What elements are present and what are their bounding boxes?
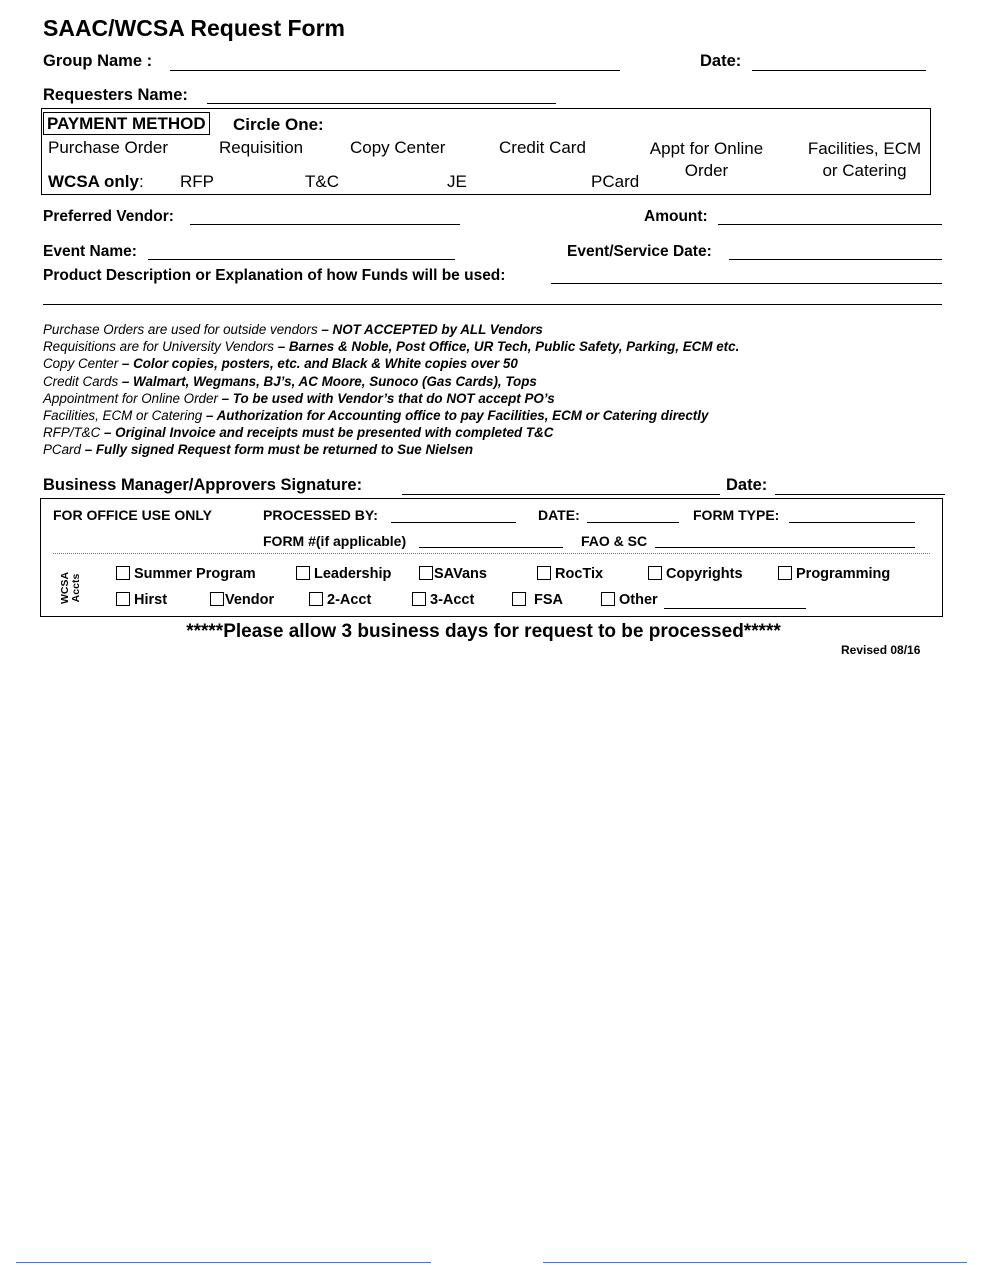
note-lead: Facilities, ECM or Catering [43,408,203,424]
checkbox-vendor[interactable] [210,592,274,608]
footer-rule-left [16,1262,431,1263]
processed-by-label: PROCESSED BY: [263,507,378,523]
payment-notes [43,321,739,459]
checkbox-programming[interactable] [778,566,890,582]
event-date-label: Event/Service Date: [567,243,712,260]
note-copy-center [43,355,739,372]
checkbox-hirst[interactable] [116,592,167,608]
form-title: SAAC/WCSA Request Form [43,15,345,41]
note-facilities [43,407,739,424]
checkbox-square[interactable] [296,566,310,580]
option-requisition[interactable]: Requisition [219,138,304,157]
note-lead: Credit Cards [43,373,119,389]
checkbox-square[interactable] [116,566,130,580]
checkbox-square[interactable] [210,592,224,606]
form-type-field[interactable] [789,522,915,523]
checkbox-3-acct[interactable] [412,592,474,608]
signature-field[interactable] [402,494,720,495]
office-date-field[interactable] [587,522,679,523]
checkbox-leadership[interactable] [296,566,391,582]
group-name-label: Group Name : [43,52,153,70]
checkbox-square[interactable] [648,566,662,580]
processing-notice-text: *****Please allow 3 business days for request to be processed***** [186,621,781,642]
checkbox-square[interactable] [116,592,130,606]
option-pcard[interactable]: PCard [591,172,640,191]
amount-label: Amount: [644,208,708,225]
requesters-name-label: Requesters Name: [43,86,188,104]
preferred-vendor-field[interactable] [190,224,460,225]
note-lead: Purchase Orders are used for outside vendors [43,322,318,337]
option-tc[interactable]: T&C [305,172,339,191]
checkbox-summer-program[interactable] [116,566,256,582]
checkbox-copyrights[interactable] [648,566,743,582]
note-detail: – Walmart, Wegmans, BJ’s, AC Moore, Sunoco (Gas Cards), Tops [118,373,537,389]
form-number-field[interactable] [419,547,563,548]
other-field[interactable] [664,608,806,609]
wcsa-accts-line1: WCSA [59,571,71,605]
appt-line2: Order [684,161,729,180]
wcsa-accts-label [60,568,84,608]
preferred-vendor-label: Preferred Vendor: [43,208,174,225]
checkbox-label: Programming [796,566,891,582]
checkbox-label: SAVans [434,566,487,582]
wcsa-only-text: WCSA only [48,172,139,191]
note-lead: RFP/T&C [43,425,101,441]
amount-field[interactable] [718,224,942,225]
note-appointment [43,390,739,407]
checkbox-label: Summer Program [134,566,256,582]
note-detail: – Authorization for Accounting office to pay Facilities, ECM or Catering directly [202,408,709,424]
facilities-line1: Facilities, ECM [807,139,922,158]
note-requisitions [43,338,739,355]
checkbox-label: Hirst [134,592,168,608]
wcsa-only-colon: : [138,172,144,191]
checkbox-square[interactable] [512,592,526,606]
appt-line1: Appt for Online [649,139,764,158]
office-divider [53,553,930,554]
group-name-field[interactable] [170,70,620,71]
facilities-line2: or Catering [822,161,907,180]
note-lead: Requisitions are for University Vendors [43,339,274,355]
option-appt-online-order[interactable] [645,138,768,182]
note-lead: Copy Center [43,356,119,372]
wcsa-accts-line2: Accts [70,573,82,603]
office-use-header: FOR OFFICE USE ONLY [53,507,212,523]
checkbox-square[interactable] [419,566,433,580]
checkbox-square[interactable] [412,592,426,606]
date-field[interactable] [752,70,926,71]
circle-one-label: Circle One: [233,115,324,134]
fao-sc-field[interactable] [655,547,915,548]
option-je[interactable]: JE [447,172,467,191]
requesters-name-field[interactable] [207,103,556,104]
option-copy-center[interactable]: Copy Center [350,138,446,157]
checkbox-roctix[interactable] [537,566,603,582]
note-detail: – Color copies, posters, etc. and Black & White copies over 50 [118,356,518,372]
checkbox-label: Copyrights [666,566,743,582]
checkbox-other[interactable] [601,592,658,608]
revised-date: Revised 08/16 [841,643,921,657]
signature-label: Business Manager/Approvers Signature: [43,476,363,494]
checkbox-label: RocTix [555,566,604,582]
note-lead: PCard [43,442,81,458]
checkbox-label: 3-Acct [430,592,475,608]
note-purchase-orders [43,321,739,338]
option-facilities-ecm-catering[interactable] [802,138,927,182]
signature-date-label: Date: [726,476,768,494]
payment-method-header: PAYMENT METHOD [43,112,210,135]
form-type-label: FORM TYPE: [693,507,780,523]
checkbox-label: FSA [534,592,563,608]
checkbox-savans[interactable] [419,566,487,582]
checkbox-label: Vendor [225,592,275,608]
note-pcard [43,441,739,458]
checkbox-2-acct[interactable] [309,592,371,608]
form-number-label: FORM #(if applicable) [263,533,407,549]
option-credit-card[interactable]: Credit Card [499,138,586,157]
signature-date-field[interactable] [775,494,945,495]
checkbox-label: 2-Acct [327,592,372,608]
wcsa-only-label [48,172,144,192]
note-detail: – To be used with Vendor’s that do NOT accept PO’s [217,390,555,406]
product-description-label: Product Description or Explanation of how Funds will be used: [43,267,506,284]
processed-by-field[interactable] [391,522,516,523]
date-label: Date: [700,52,742,70]
note-detail: – Barnes & Noble, Post Office, UR Tech, Public Safety, Parking, ECM etc. [273,339,740,355]
checkbox-square[interactable] [309,592,323,606]
note-lead: Appointment for Online Order [43,390,218,406]
event-date-field[interactable] [729,259,942,260]
office-date-label: DATE: [538,507,580,523]
note-credit-cards [43,373,739,390]
fao-sc-label: FAO & SC [581,533,648,549]
note-detail: – Fully signed Request form must be returned to Sue Nielsen [80,442,474,458]
checkbox-square[interactable] [778,566,792,580]
product-description-field-line2[interactable] [43,304,942,305]
checkbox-square[interactable] [537,566,551,580]
footer-rule-right [543,1262,967,1263]
note-detail: – Original Invoice and receipts must be presented with completed T&C [100,425,554,441]
checkbox-label: Leadership [314,566,392,582]
note-detail: – NOT ACCEPTED by ALL Vendors [317,322,543,337]
checkbox-square[interactable] [601,592,615,606]
event-name-field[interactable] [148,259,455,260]
processing-notice [0,621,1001,643]
checkbox-fsa[interactable] [512,592,563,608]
product-description-field[interactable] [551,283,942,284]
note-rfp-tc [43,424,739,441]
option-rfp[interactable]: RFP [180,172,214,191]
event-name-label: Event Name: [43,243,137,260]
option-purchase-order[interactable]: Purchase Order [48,138,168,157]
checkbox-label: Other [619,592,658,608]
